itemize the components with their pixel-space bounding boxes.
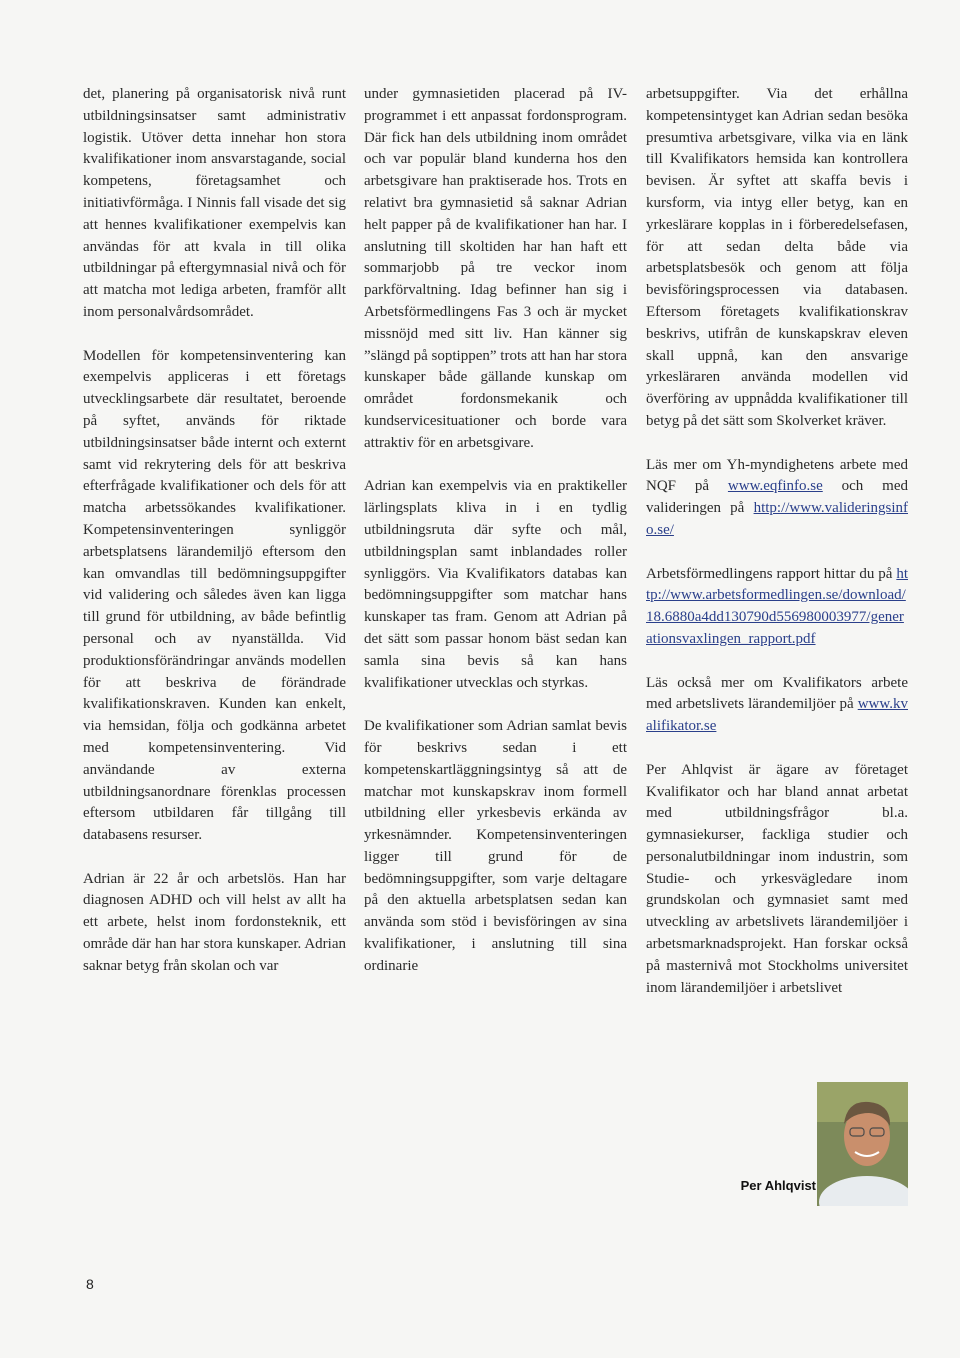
paragraph-kvalifikator	[646, 673, 908, 738]
link-eqfinfo[interactable]: www.eqfinfo.se	[727, 478, 823, 495]
page-number: 8	[86, 1276, 94, 1292]
author-photo	[817, 1082, 908, 1206]
paragraph-report	[646, 564, 908, 651]
text-column-3	[646, 84, 908, 999]
text-column-1	[83, 84, 346, 978]
paragraph: det, planering på organisatorisk nivå runt utbildningsinsatser samt administrativ logistik. Utöver detta innehar hon stora kvalifikationer inom ansvarstagande, social kompetens, företagsamhet och initiativförmåga. I Ninnis fall visade det sig att hennes kvalifikationer exempelvis kan användas för att kvala in till olika utbildningar på eftergymnasial nivå och för att matcha mot lediga arbeten, framför allt inom personalvårdsområdet.	[83, 86, 346, 320]
link-kvalifikator[interactable]: www.kvalifikator.se	[646, 696, 908, 735]
text: Läs också mer om Kvalifikators arbete med arbetslivets lärandemiljöer på	[646, 674, 908, 713]
paragraph: Adrian är 22 år och arbetslös. Han har diagnosen ADHD och vill helst av allt ha ett arbete, helst inom fordonsteknik, ett område där han har stora kunskaper. Adrian saknar betyg från skolan och var	[83, 870, 346, 974]
paragraph-nqf	[646, 455, 908, 542]
text: och med valideringen på	[646, 478, 908, 517]
photo-caption: Per Ahlqvist	[740, 1178, 816, 1193]
portrait-illustration	[817, 1082, 908, 1206]
text: Arbetsförmedlingens rapport hittar du på	[646, 565, 897, 582]
paragraph: Adrian kan exempelvis via en praktikeller lärlingsplats kliva in i en tydlig utbildningsruta där syfte och mål, utbildningsplan samt inblandades roller synliggörs. Via Kvalifikators databas kan bedömningsuppgifter som matchar hans kunskaper tas fram. Genom att Adrian på det sätt som passar honom bäst sedan kan samla sina bevis så kan hans kvalifikationer utvecklas och styrkas.	[364, 478, 627, 691]
link-valideringsinfo[interactable]: http://www.valideringsinfo.se/	[646, 500, 908, 538]
paragraph: arbetsuppgifter. Via det erhållna kompetensintyget kan Adrian sedan besöka presumtiva arbetsgivare, vilka via en länk till Kvalifikators hemsida kan kontrollera bevisen. Är syftet att skaffa bevis i kursform, via intyg eller betyg, kan en yrkeslärare kopplas in i förberedelsefasen, för att sedan delta både via arbetsplatsbesök och genom att följa bevisföringsprocessen via databasen. Eftersom företagets kvalifikationskrav beskrivs, utifrån de kunskapskrav eleven skall uppnå, kan den ansvarige yrkesläraren använda modellen vid överföring av uppnådda kvalifikationer till betyg på det sätt som Skolverket kräver.	[646, 86, 908, 429]
author-bio: Per Ahlqvist är ägare av företaget Kvalifikator och har bland annat arbetat med utbildningsfrågor bl.a. gymnasiekurser, fackliga studier och personalutbildningar inom industrin, som Studie- och yrkesvägledare inom grundskolan och gymnasiet samt med utveckling av arbetslivets lärandemiljöer i arbetsmarknadsprojekt. Han forskar också på masternivå mot Stockholms universitet inom lärandemiljöer i arbetslivet	[646, 761, 908, 996]
text-column-2	[364, 84, 627, 978]
paragraph: Modellen för kompetensinventering kan exempelvis appliceras i ett företags utvecklingsarbete där resultatet, beroende på syftet, används för riktade utbildningsinsatser både internt och externt samt vid rekrytering dels för att beskriva efterfrågade kvalifikationer och dels för att matcha arbetssökandes kvalifikationer. Kompetensinventeringen synliggör arbetsplatsens lärandemiljö eftersom den kan omvandlas till bedömningsuppgifter vid validering och således även kan ligga till grund för utbildning, av både befintlig personal och av nyanställda. Vid produktionsförändringar används modellen för att beskriva de förändrade kvalifikationskraven. Kunden kan enkelt, via hemsidan, följa och godkänna arbetet med kompetensinventering. Vid användande av externa utbildningsanordnare förenklas processen eftersom utbildaren får tillgång till databasens resurser.	[83, 347, 346, 844]
link-arbetsformedlingen-report[interactable]: http://www.arbetsformedlingen.se/download/18.6880a4dd130790d556980003977/generationsvaxlingen_rapport.pdf	[646, 565, 908, 647]
paragraph: under gymnasietiden placerad på IV-programmet i ett anpassat fordonsprogram. Där fick han dels utbildning inom området och var populär bland kunderna hos den arbetsgivare han praktiserade hos. Trots en relativt bra gymnasietid så saknar Adrian helt papper på de kvalifikationer han har. I anslutning till skoltiden har han haft ett sommarjobb på tre veckor inom parkförvaltning. Idag befinner han sig i Arbetsförmedlingens Fas 3 och är mycket missnöjd med sitt liv. Han känner sig ”slängd på soptippen” trots att han har stora kunskaper både gällande kunskap om området fordonsmekanik och kundservicesituationer och borde vara attraktiv för en arbetsgivare.	[364, 86, 627, 451]
paragraph: De kvalifikationer som Adrian samlat bevis för beskrivs sedan i ett kompetenskartläggningsintyg så att de matchar mot kunskapskrav inom formell utbildning eller yrkesbevis erkända av yrkesnämnder. Kompetensinventeringen ligger till grund för de bedömningsuppgifter, som varje deltagare på den aktuella arbetsplatsen sedan kan använda som stöd i bevisföringen av sina kvalifikationer, i anslutning till sina ordinarie	[364, 718, 627, 974]
text: Läs mer om Yh-myndighetens arbete med NQF på	[646, 456, 908, 495]
